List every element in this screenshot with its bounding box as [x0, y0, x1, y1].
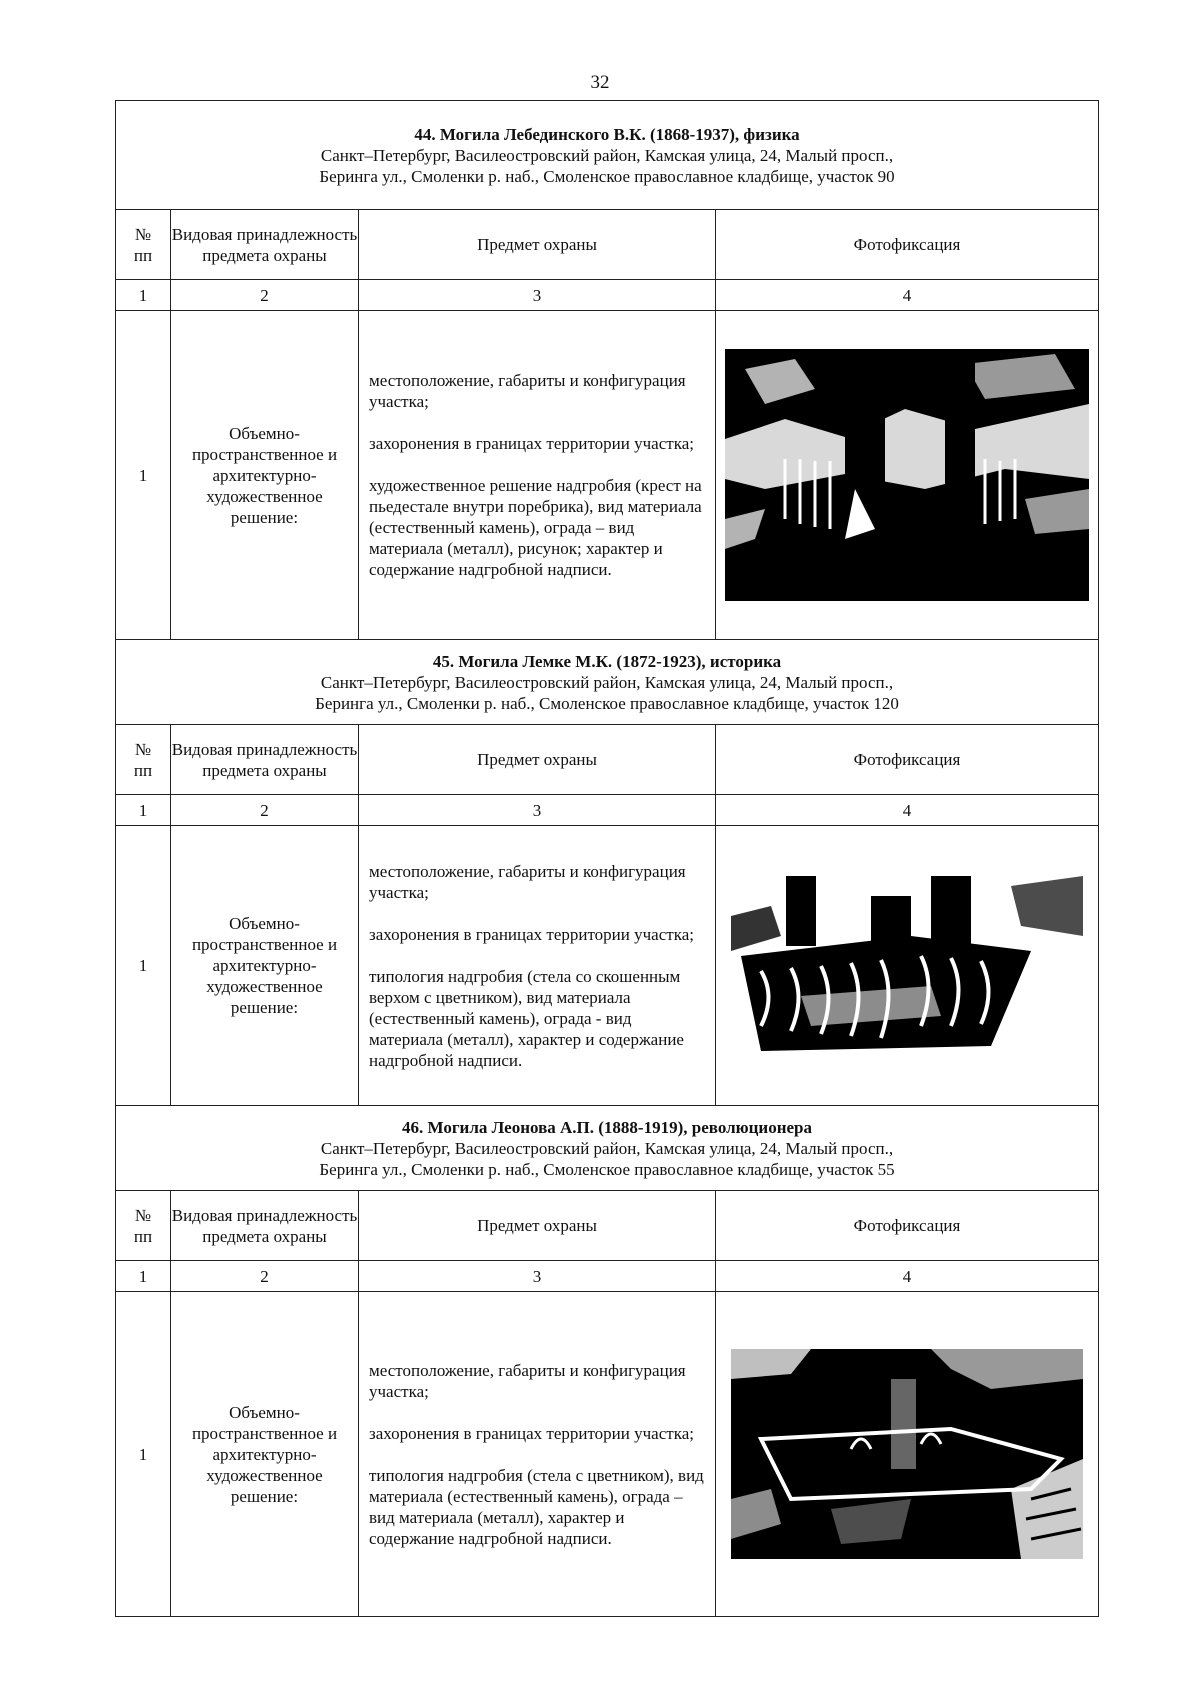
column-number-row — [116, 795, 1099, 826]
description-item: захоронения в границах территории участка; — [369, 1423, 694, 1443]
header-photo: Фотофиксация — [716, 210, 1099, 280]
grave-photo — [731, 876, 1083, 1056]
column-number: 1 — [116, 1261, 171, 1292]
header-num: № пп — [116, 210, 171, 280]
section-address: Беринга ул., Смоленки р. наб., Смоленское православное кладбище, участок 120 — [315, 693, 899, 713]
section-title: 45. Могила Лемке М.К. (1872-1923), историка — [432, 651, 782, 671]
header-subject: Предмет охраны — [359, 725, 716, 795]
description-item: захоронения в границах территории участка; — [369, 434, 694, 453]
section-header-46 — [116, 1106, 1099, 1191]
page-number: 32 — [590, 72, 610, 93]
section-address: Беринга ул., Смоленки р. наб., Смоленское православное кладбище, участок 55 — [319, 1159, 895, 1179]
section-title: 46. Могила Леонова А.П. (1888-1919), революционера — [402, 1117, 813, 1137]
heritage-table — [115, 100, 1099, 1617]
row-number: 1 — [116, 1292, 171, 1617]
type-cell: Объемно-пространственное и архитектурно-художественное решение: — [171, 311, 359, 640]
photo-cell — [716, 1292, 1099, 1617]
column-number: 2 — [171, 280, 359, 311]
column-header-row — [116, 725, 1099, 795]
header-num: № пп — [116, 1191, 171, 1261]
description-item: типология надгробия (стела со скошенным верхом с цветником), вид материала (естественный камень), ограда - вид материала (металл), характер и содержание надгробной надписи. — [369, 966, 684, 1070]
column-number: 3 — [359, 1261, 716, 1292]
header-subject: Предмет охраны — [359, 1191, 716, 1261]
data-row — [116, 1292, 1099, 1617]
data-row — [116, 311, 1099, 640]
description-item: местоположение, габариты и конфигурация участка; — [369, 1360, 686, 1401]
section-address: Санкт–Петербург, Василеостровский район, Камская улица, 24, Малый просп., — [320, 1138, 894, 1158]
type-cell: Объемно-пространственное и архитектурно-художественное решение: — [171, 1292, 359, 1617]
photo-cell — [716, 826, 1099, 1106]
column-number: 3 — [359, 280, 716, 311]
header-num: № пп — [116, 725, 171, 795]
column-number: 1 — [116, 280, 171, 311]
header-subject: Предмет охраны — [359, 210, 716, 280]
column-header-row — [116, 1191, 1099, 1261]
description-cell — [359, 1292, 716, 1617]
column-number: 1 — [116, 795, 171, 826]
type-cell: Объемно-пространственное и архитектурно-художественное решение: — [171, 826, 359, 1106]
column-number-row — [116, 1261, 1099, 1292]
grave-photo — [731, 1349, 1083, 1559]
header-photo: Фотофиксация — [716, 1191, 1099, 1261]
column-number: 3 — [359, 795, 716, 826]
column-number: 4 — [716, 795, 1099, 826]
data-row — [116, 826, 1099, 1106]
column-number-row — [116, 280, 1099, 311]
header-type: Видовая принадлежность предмета охраны — [171, 210, 359, 280]
column-header-row — [116, 210, 1099, 280]
section-address: Беринга ул., Смоленки р. наб., Смоленское православное кладбище, участок 90 — [319, 166, 895, 186]
row-number: 1 — [116, 826, 171, 1106]
section-header-45 — [116, 640, 1099, 725]
column-number: 4 — [716, 1261, 1099, 1292]
column-number: 4 — [716, 280, 1099, 311]
column-number: 2 — [171, 795, 359, 826]
description-item: захоронения в границах территории участка; — [369, 924, 694, 944]
section-address: Санкт–Петербург, Василеостровский район, Камская улица, 24, Малый просп., — [320, 145, 894, 165]
row-number: 1 — [116, 311, 171, 640]
description-item: типология надгробия (стела с цветником), вид материала (естественный камень), ограда – вид материала (металл), характер и содержание надгробной надписи. — [369, 1465, 704, 1548]
section-address: Санкт–Петербург, Василеостровский район, Камская улица, 24, Малый просп., — [320, 672, 894, 692]
column-number: 2 — [171, 1261, 359, 1292]
description-cell — [359, 826, 716, 1106]
description-item: художественное решение надгробия (крест на пьедестале внутри поребрика), вид материала (естественный камень), ограда – вид материала (металл), рисунок; характер и содержание надгробной надписи. — [369, 476, 702, 579]
description-item: местоположение, габариты и конфигурация участка; — [369, 861, 686, 902]
description-cell — [359, 311, 716, 640]
grave-photo — [725, 349, 1089, 601]
section-title: 44. Могила Лебединского В.К. (1868-1937), физика — [414, 124, 800, 144]
section-header-44 — [116, 101, 1099, 210]
header-type: Видовая принадлежность предмета охраны — [171, 725, 359, 795]
header-photo: Фотофиксация — [716, 725, 1099, 795]
description-item: местоположение, габариты и конфигурация участка; — [369, 371, 686, 411]
header-type: Видовая принадлежность предмета охраны — [171, 1191, 359, 1261]
photo-cell — [716, 311, 1099, 640]
